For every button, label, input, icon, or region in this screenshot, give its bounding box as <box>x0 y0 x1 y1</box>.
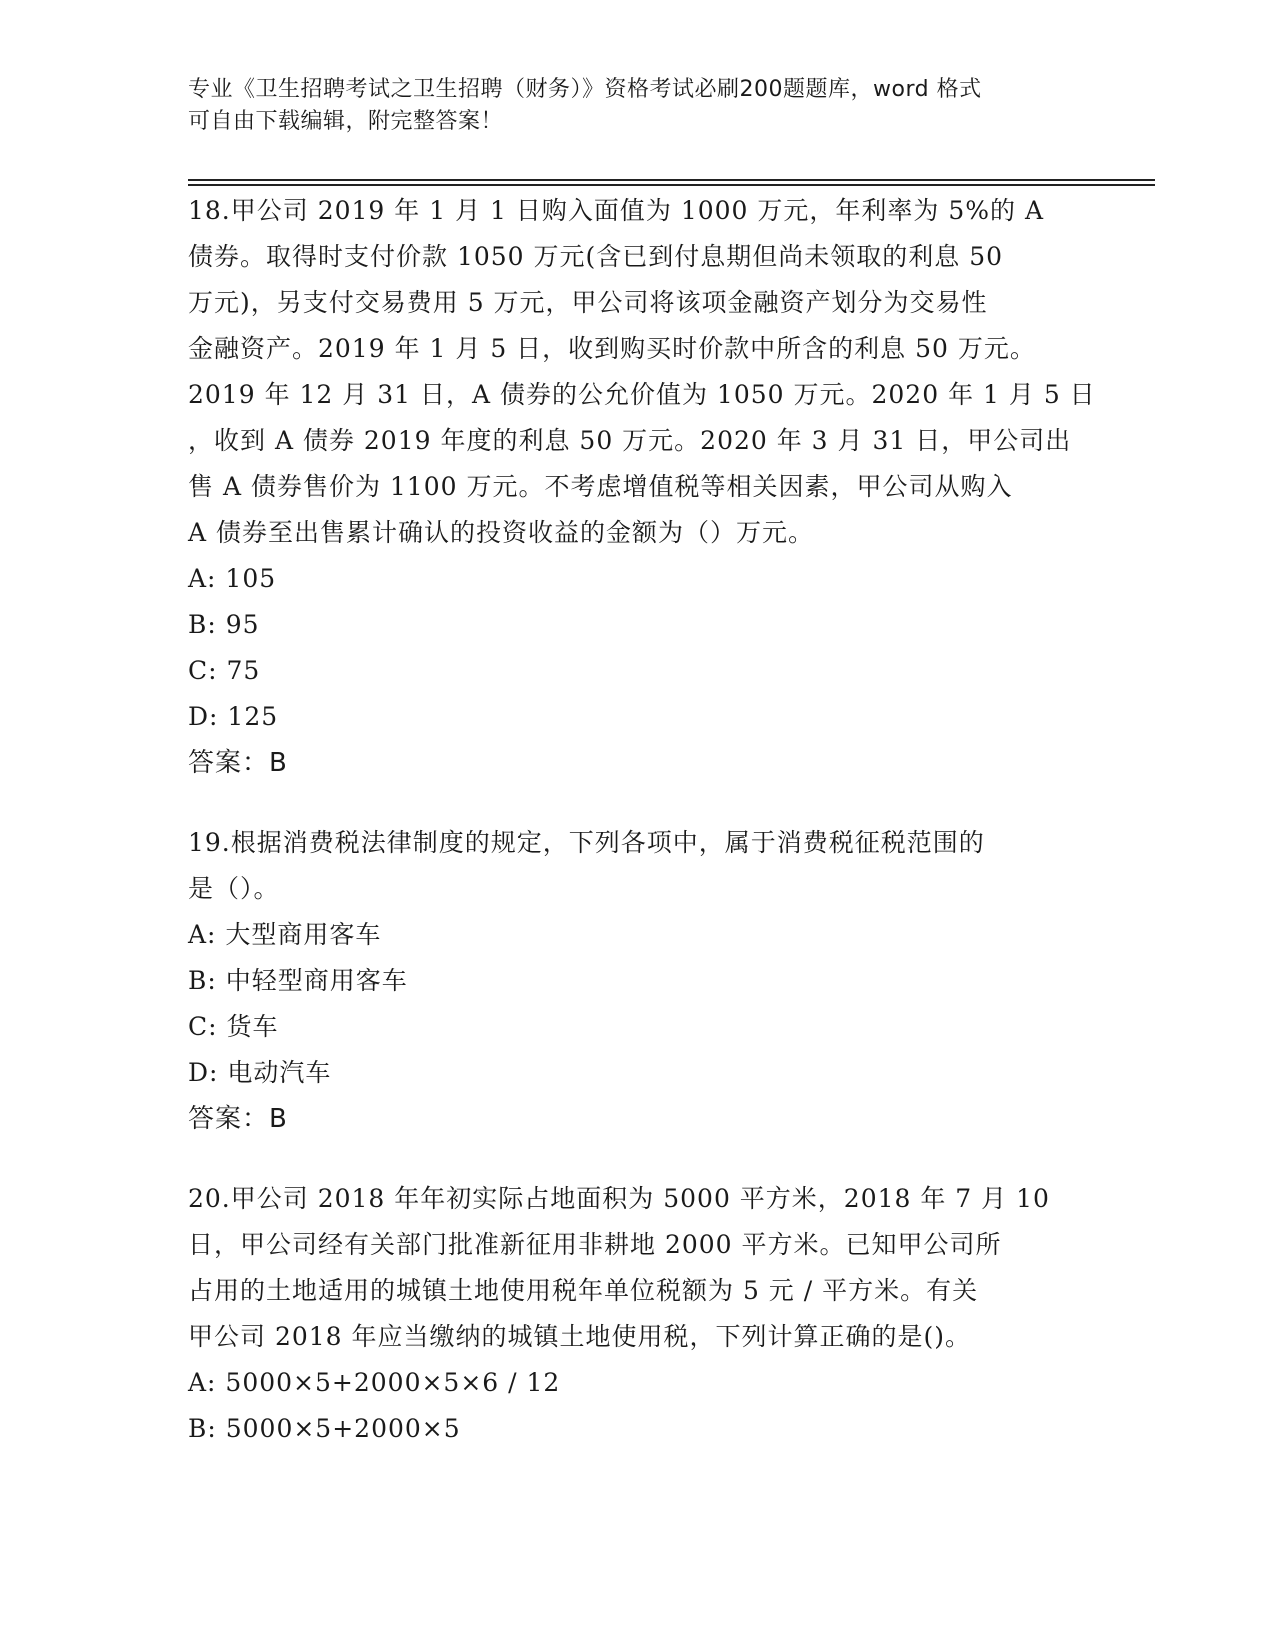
question-19 <box>188 820 1088 1142</box>
question-18 <box>188 188 1096 786</box>
option-b: B: 95 <box>188 610 260 639</box>
answer: 答案：B <box>188 748 288 778</box>
question-stem-line: 万元)，另支付交易费用 5 万元，甲公司将该项金融资产划分为交易性 <box>188 288 988 317</box>
header-divider-bottom <box>188 184 1155 186</box>
header-line-2: 可自由下载编辑，附完整答案！ <box>188 109 504 134</box>
question-stem-line: 售 A 债券售价为 1100 万元。不考虑增值税等相关因素，甲公司从购入 <box>188 472 1013 501</box>
question-stem-line: 占用的土地适用的城镇土地使用税年单位税额为 5 元 / 平方米。有关 <box>188 1276 979 1305</box>
header-divider-top <box>188 179 1155 181</box>
question-stem-line: 2019 年 12 月 31 日，A 债券的公允价值为 1050 万元。2020 年 1 月 5 日 <box>188 380 1096 409</box>
document-header <box>188 74 1068 138</box>
option-d: D: 电动汽车 <box>188 1058 332 1087</box>
question-20 <box>188 1176 1088 1452</box>
header-line-1: 专业《卫生招聘考试之卫生招聘（财务）》资格考试必刷200题题库，word 格式 <box>188 77 982 102</box>
option-c: C: 货车 <box>188 1012 279 1041</box>
question-stem-line: ，收到 A 债券 2019 年度的利息 50 万元。2020 年 3 月 31 日，甲公司出 <box>188 426 1072 455</box>
question-stem-line: 19.根据消费税法律制度的规定，下列各项中，属于消费税征税范围的 <box>188 828 985 857</box>
option-b: B: 中轻型商用客车 <box>188 966 408 995</box>
option-a: A: 105 <box>188 564 277 593</box>
question-stem-line: 金融资产。2019 年 1 月 5 日，收到购买时价款中所含的利息 50 万元。 <box>188 334 1036 363</box>
question-stem-line: 18.甲公司 2019 年 1 月 1 日购入面值为 1000 万元，年利率为 5%的 A <box>188 196 1045 225</box>
option-a: A: 大型商用客车 <box>188 920 382 949</box>
question-list <box>188 188 1096 1486</box>
question-stem-line: A 债券至出售累计确认的投资收益的金额为（）万元。 <box>188 518 815 547</box>
question-stem-line: 债券。取得时支付价款 1050 万元(含已到付息期但尚未领取的利息 50 <box>188 242 1004 271</box>
question-stem-line: 甲公司 2018 年应当缴纳的城镇土地使用税，下列计算正确的是()。 <box>188 1322 972 1351</box>
option-d: D: 125 <box>188 702 279 731</box>
question-stem-line: 20.甲公司 2018 年年初实际占地面积为 5000 平方米，2018 年 7 月 10 <box>188 1184 1050 1213</box>
question-stem-line: 日，甲公司经有关部门批准新征用非耕地 2000 平方米。已知甲公司所 <box>188 1230 1002 1259</box>
option-a: A: 5000×5+2000×5×6 / 12 <box>188 1368 561 1397</box>
option-b: B: 5000×5+2000×5 <box>188 1414 461 1443</box>
question-stem-line: 是（）。 <box>188 874 280 903</box>
option-c: C: 75 <box>188 656 261 685</box>
answer: 答案：B <box>188 1104 288 1134</box>
